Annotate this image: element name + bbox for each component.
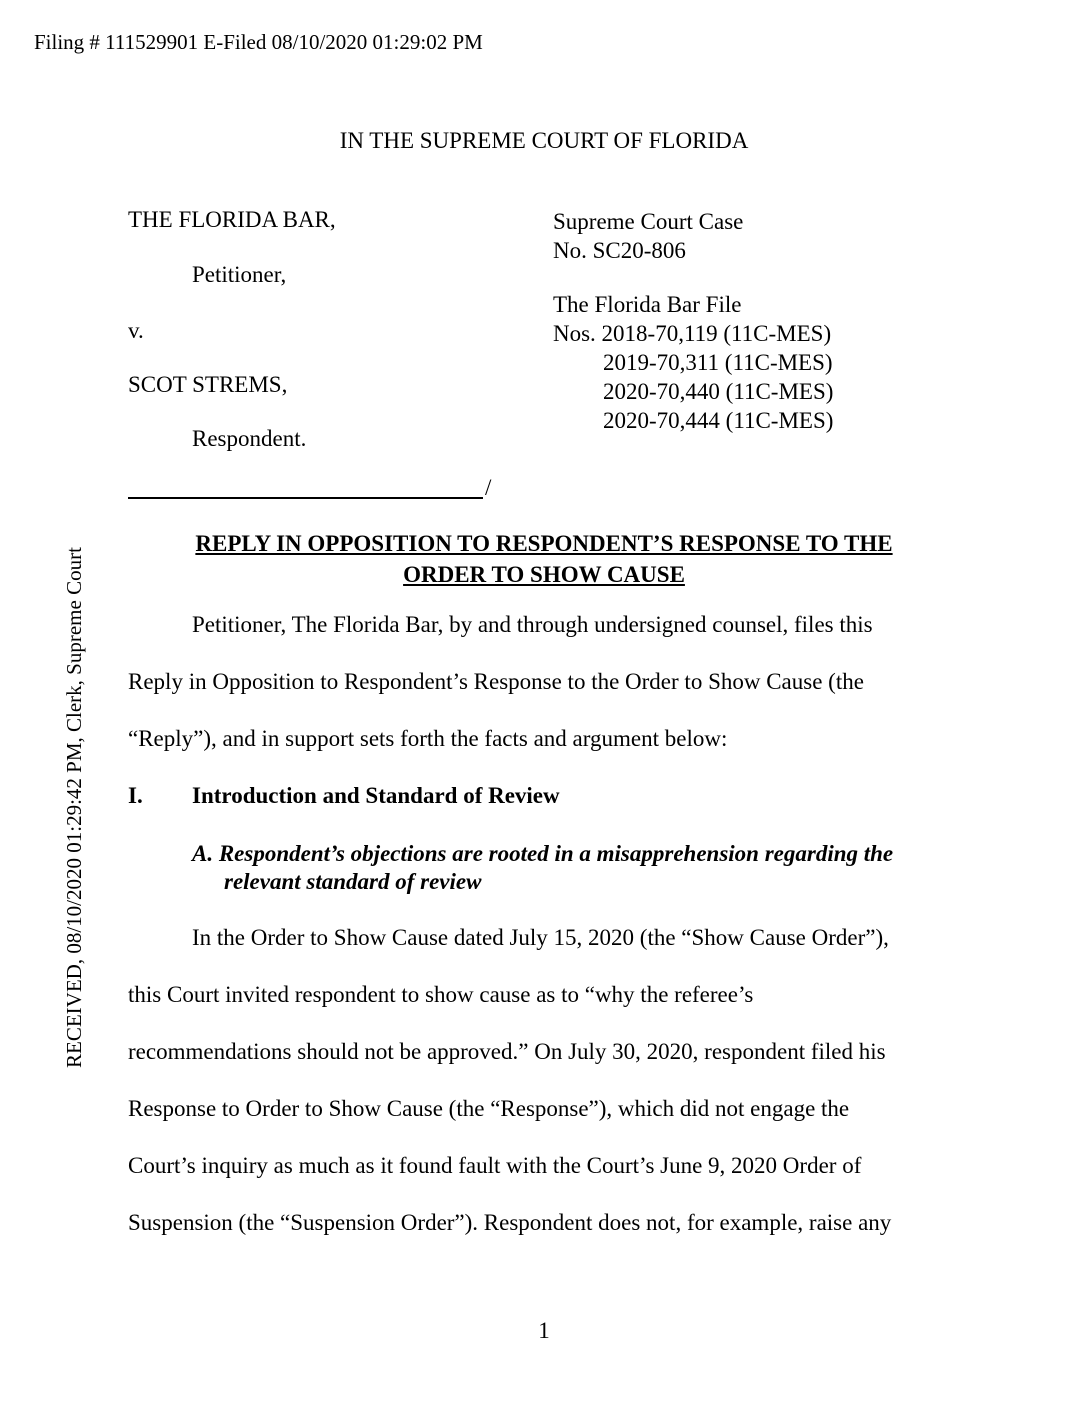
body-line: “Reply”), and in support sets forth the facts and argument below: [128,726,728,751]
petitioner-role: Petitioner, [192,262,287,287]
body-line: In the Order to Show Cause dated July 15, 2020 (the “Show Cause Order”), [192,925,889,950]
bar-file-number: Nos. 2018-70,119 (11C-MES) [553,321,832,346]
case-number: No. SC20-806 [553,238,686,263]
subsection-heading: relevant standard of review [224,869,482,894]
title-line: REPLY IN OPPOSITION TO RESPONDENT’S RESPONSE TO THE [195,531,893,556]
received-stamp: RECEIVED, 08/10/2020 01:29:42 PM, Clerk, Supreme Court [62,547,86,1068]
body-line: this Court invited respondent to show cause as to “why the referee’s [128,982,754,1007]
title-line: ORDER TO SHOW CAUSE [403,562,685,587]
court-name: IN THE SUPREME COURT OF FLORIDA [339,128,749,153]
bar-file-number: 2020-70,444 (11C-MES) [603,408,834,433]
body-line: Petitioner, The Florida Bar, by and through undersigned counsel, files this [192,612,873,637]
section-title: Introduction and Standard of Review [192,783,560,808]
respondent-role: Respondent. [192,426,307,451]
versus: v. [128,318,144,343]
case-label: Supreme Court Case [553,209,744,234]
caption-slash: / [485,475,492,500]
filing-header: Filing # 111529901 E-Filed 08/10/2020 01:29:02 PM [34,30,483,54]
bar-file-number: 2019-70,311 (11C-MES) [603,350,833,375]
petitioner-name: THE FLORIDA BAR, [128,207,336,232]
body-line: Response to Order to Show Cause (the “Response”), which did not engage the [128,1096,850,1121]
section-number: I. [128,783,143,808]
body-line: Court’s inquiry as much as it found fault with the Court’s June 9, 2020 Order of [128,1153,862,1178]
bar-file-number: 2020-70,440 (11C-MES) [603,379,834,404]
body-line: Reply in Opposition to Respondent’s Response to the Order to Show Cause (the [128,669,864,694]
case-info [553,207,833,435]
respondent-name: SCOT STREMS, [128,372,288,397]
bar-file-label: The Florida Bar File [553,292,742,317]
page-number: 1 [538,1318,550,1343]
subsection-heading: A. Respondent’s objections are rooted in a misapprehension regarding the [192,841,894,866]
document-title [0,528,1088,590]
caption-divider [128,497,483,499]
body-line: Suspension (the “Suspension Order”). Respondent does not, for example, raise any [128,1210,892,1235]
body-line: recommendations should not be approved.” On July 30, 2020, respondent filed his [128,1039,886,1064]
